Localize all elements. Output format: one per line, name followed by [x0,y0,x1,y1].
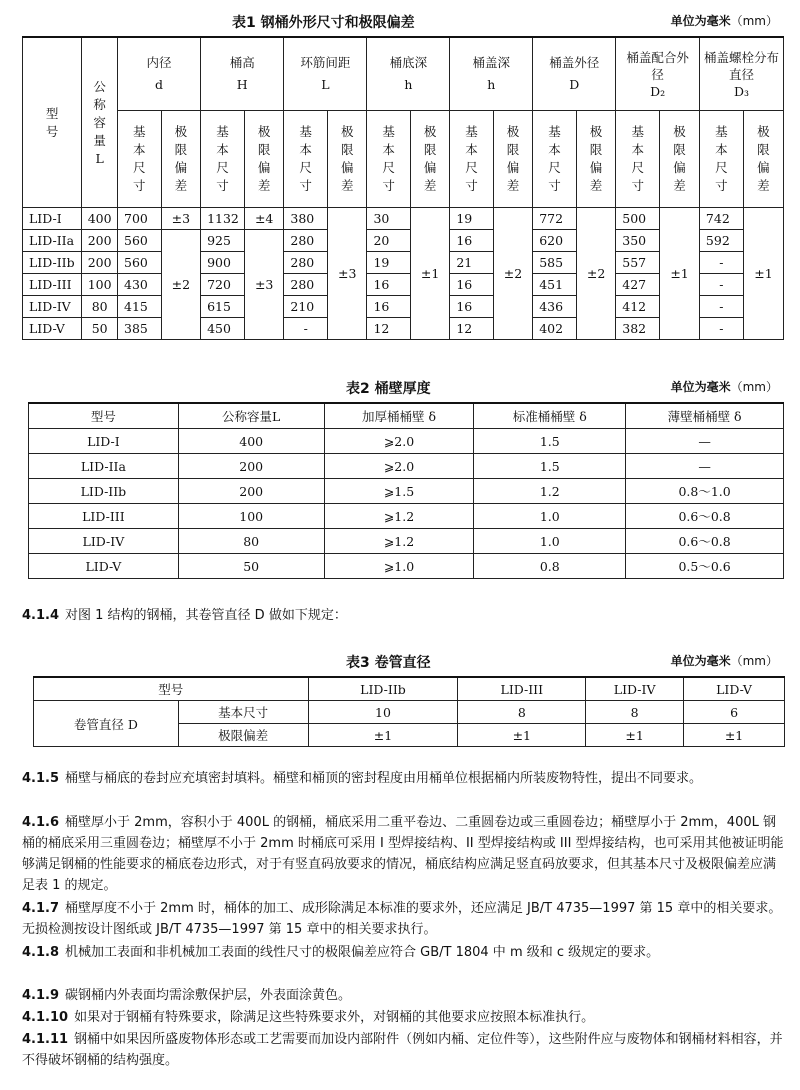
clause-text: 对图 1 结构的钢桶，其卷管直径 D 做如下规定： [65,608,347,623]
table-row [29,454,784,479]
t1-D: 772 [533,208,577,230]
t1-tol-hb-all: ±1 [410,208,449,340]
t3-model: LID-IV [586,677,684,701]
t2-cell: LID-IIb [29,479,179,504]
t2-cell: — [626,454,784,479]
t1-cap: 200 [82,252,118,274]
t1-h-lid-fit: 桶盖配合外径 D₂ [616,37,700,111]
t1-tol-hl: 极限偏差 [493,111,532,208]
t2-h: 加厚桶桶壁 δ [324,403,474,429]
t1-basic-L: 基本尺寸 [284,111,328,208]
t1-tol-H: 极限偏差 [244,111,283,208]
t1-D3: - [699,318,743,340]
clause-number: 4.1.10 [22,1010,69,1025]
t1-tol-D3-all: ±1 [743,208,783,340]
t1-h-bottom: 桶底深 h [367,37,450,111]
t1-cap: 50 [82,318,118,340]
t1-tol-L-all: ±3 [328,208,367,340]
t1-model: LID-V [23,318,82,340]
clause-4-1-6 [22,812,784,896]
table3-header [34,677,785,701]
t2-cell: 1.5 [474,429,626,454]
t3-cell: ±1 [308,724,458,747]
t1-tol-d-rest: ±2 [161,230,200,340]
t1-hl: 16 [450,230,493,252]
t1-tol-hb: 极限偏差 [410,111,449,208]
t2-cell: 100 [178,504,324,529]
t1-H: 615 [201,296,245,318]
t2-cell: ⩾1.0 [324,554,474,579]
t1-model: LID-IV [23,296,82,318]
t1-D2: 500 [616,208,660,230]
t1-D3: 742 [699,208,743,230]
t1-hb: 12 [367,318,410,340]
clause-number: 4.1.5 [22,771,60,786]
t2-cell: ⩾1.2 [324,529,474,554]
t1-basic-hl: 基本尺寸 [450,111,493,208]
clause-text: 如果对于钢桶有特殊要求，除满足这些特殊要求外，对钢桶的其他要求应按照本标准执行。 [74,1010,595,1025]
t3-cell: 6 [684,701,785,724]
t2-cell: 400 [178,429,324,454]
t1-cap: 80 [82,296,118,318]
t1-d: 700 [118,208,162,230]
clause-number: 4.1.4 [22,608,60,623]
clause-text: 钢桶中如果因所盛废物体形态或工艺需要而加设内部附件（例如内桶、定位件等），这些附件应与废物体和钢桶材料相容，并不得破坏钢桶的结构强度。 [22,1032,783,1068]
table-row [29,554,784,579]
t2-cell: 80 [178,529,324,554]
t2-cell: 200 [178,454,324,479]
t1-d: 430 [118,274,162,296]
t1-D: 585 [533,252,577,274]
t2-cell: 200 [178,479,324,504]
clause-text: 碳钢桶内外表面均需涂敷保护层，外表面涂黄色。 [65,988,352,1003]
t1-basic-D3: 基本尺寸 [699,111,743,208]
t3-cell: ±1 [458,724,586,747]
clause-number: 4.1.7 [22,901,60,916]
table-row [34,701,785,724]
table1 [22,36,784,340]
t3-model: LID-III [458,677,586,701]
t2-h: 公称容量L [178,403,324,429]
t1-h-ring: 环筋间距 L [284,37,367,111]
table-row [23,208,784,230]
t1-h-capacity: 公称容量L [82,37,118,208]
table1-title-row [0,12,800,34]
t1-h-model: 型号 [23,37,82,208]
t1-tol-D2: 极限偏差 [660,111,700,208]
t2-cell: ⩾1.2 [324,504,474,529]
t1-basic-D: 基本尺寸 [533,111,577,208]
t1-cap: 400 [82,208,118,230]
t2-cell: 1.5 [474,454,626,479]
t3-tol-label: 极限偏差 [178,724,308,747]
t1-L: 280 [284,230,328,252]
table2 [28,402,784,579]
t1-D3: - [699,274,743,296]
t3-model: LID-IIb [308,677,458,701]
t1-L: 210 [284,296,328,318]
t1-h-height: 桶高 H [201,37,284,111]
t1-tol-L: 极限偏差 [328,111,367,208]
t2-cell: LID-I [29,429,179,454]
t1-D2: 382 [616,318,660,340]
t3-model-label: 型号 [34,677,309,701]
clause-4-1-4 [22,605,784,626]
t1-basic-d: 基本尺寸 [118,111,162,208]
t1-H: 925 [201,230,245,252]
t1-model: LID-III [23,274,82,296]
t3-basic-label: 基本尺寸 [178,701,308,724]
t1-tol-D-all: ±2 [576,208,615,340]
t1-D: 451 [533,274,577,296]
t1-basic-H: 基本尺寸 [201,111,245,208]
t1-H: 900 [201,252,245,274]
t1-tol-d-first: ±3 [161,208,200,230]
t1-H: 720 [201,274,245,296]
t2-cell: 0.6～0.8 [626,529,784,554]
t1-hb: 16 [367,296,410,318]
t1-d: 560 [118,252,162,274]
t1-D2: 412 [616,296,660,318]
t2-cell: LID-IV [29,529,179,554]
table2-unit: 单位为毫米（mm） [670,380,778,394]
t1-h-inner: 内径 d [118,37,201,111]
clause-number: 4.1.11 [22,1032,69,1047]
clause-4-1-9 [22,985,784,1006]
t1-D2: 427 [616,274,660,296]
t2-cell: 0.8～1.0 [626,479,784,504]
t2-h: 标准桶桶壁 δ [474,403,626,429]
clause-number: 4.1.8 [22,945,60,960]
t2-cell: 0.6～0.8 [626,504,784,529]
table1-unit: 单位为毫米（mm） [670,14,778,28]
t3-cell: 10 [308,701,458,724]
t1-L: - [284,318,328,340]
t1-tol-H-rest: ±3 [244,230,283,340]
table2-title: 表2 桶壁厚度 [346,381,431,397]
t1-model: LID-I [23,208,82,230]
table2-title-row [0,378,800,400]
table2-header [29,403,784,429]
t2-cell: 50 [178,554,324,579]
t2-cell: ⩾1.5 [324,479,474,504]
t1-hb: 16 [367,274,410,296]
t1-cap: 200 [82,230,118,252]
t3-cell: ±1 [684,724,785,747]
table3-unit: 单位为毫米（mm） [670,654,778,668]
t2-cell: — [626,429,784,454]
t1-d: 560 [118,230,162,252]
t1-D: 620 [533,230,577,252]
clause-4-1-8 [22,942,784,963]
t1-basic-D2: 基本尺寸 [616,111,660,208]
t1-D2: 350 [616,230,660,252]
t2-cell: ⩾2.0 [324,454,474,479]
t2-cell: ⩾2.0 [324,429,474,454]
t1-H: 450 [201,318,245,340]
table-row [29,529,784,554]
t1-h-lid: 桶盖深 h [450,37,533,111]
t1-hl: 16 [450,274,493,296]
t1-tol-D3: 极限偏差 [743,111,783,208]
t2-h: 型号 [29,403,179,429]
t1-h-lid-outer: 桶盖外径 D [533,37,616,111]
clause-text: 桶壁厚度不小于 2mm 时，桶体的加工、成形除满足本标准的要求外，还应满足 JB/T 4735—1997 第 15 章中的相关要求。无损检测按设计图纸或 JB/T 4735—1997 第 15 章中的相关要求执行。 [22,901,782,937]
t1-d: 415 [118,296,162,318]
t1-hb: 19 [367,252,410,274]
t1-model: LID-IIb [23,252,82,274]
t1-hb: 30 [367,208,410,230]
clause-4-1-11 [22,1029,784,1071]
t2-cell: LID-V [29,554,179,579]
clause-text: 桶壁厚小于 2mm，容积小于 400L 的钢桶，桶底采用二重平卷边、二重圆卷边或三重圆卷边；桶壁厚小于 2mm，400L 钢桶的桶底采用三重圆卷边；桶壁厚不小于 2mm 时桶底可采用 I 型焊接结构、II 型焊接结构或 III 型焊接结构，也可采用其他被证明能够满足钢桶的性能要求的桶底卷边形式，对于有竖直码放要求的情况，桶底结构应满足竖直码放要求，但其基本尺寸及极限偏差应满足表 1 的规定。 [22,815,784,893]
t2-cell: 1.2 [474,479,626,504]
t2-cell: 1.0 [474,504,626,529]
t1-cap: 100 [82,274,118,296]
t1-D3: - [699,296,743,318]
t1-D3: - [699,252,743,274]
t1-D3: 592 [699,230,743,252]
t1-hb: 20 [367,230,410,252]
table-row [29,479,784,504]
t3-row-label: 卷管直径 D [34,701,179,747]
table3-title: 表3 卷管直径 [346,655,431,671]
clause-text: 桶壁与桶底的卷封应充填密封填料。桶壁和桶顶的密封程度由用桶单位根据桶内所装废物特性，提出不同要求。 [65,771,703,786]
t1-hl: 21 [450,252,493,274]
t2-cell: LID-IIa [29,454,179,479]
clause-number: 4.1.9 [22,988,60,1003]
t1-L: 280 [284,274,328,296]
t1-model: LID-IIa [23,230,82,252]
t1-h-bolt: 桶盖螺栓分布直径 D₃ [699,37,783,111]
table3 [33,676,785,747]
t3-cell: 8 [586,701,684,724]
t3-cell: 8 [458,701,586,724]
t1-L: 280 [284,252,328,274]
clause-4-1-5 [22,768,784,789]
table3-title-row [0,652,800,674]
t1-tol-D: 极限偏差 [576,111,615,208]
t2-cell: 0.5～0.6 [626,554,784,579]
table1-title: 表1 钢桶外形尺寸和极限偏差 [232,15,415,31]
t1-tol-d: 极限偏差 [161,111,200,208]
t1-d: 385 [118,318,162,340]
t1-D: 402 [533,318,577,340]
table-row [29,429,784,454]
clause-text: 机械加工表面和非机械加工表面的线性尺寸的极限偏差应符合 GB/T 1804 中 m 级和 c 级规定的要求。 [65,945,660,960]
t1-L: 380 [284,208,328,230]
t3-model: LID-V [684,677,785,701]
clause-number: 4.1.6 [22,815,60,830]
t2-cell: 1.0 [474,529,626,554]
t1-tol-H-first: ±4 [244,208,283,230]
t1-hl: 12 [450,318,493,340]
t1-H: 1132 [201,208,245,230]
t3-cell: ±1 [586,724,684,747]
t1-tol-D2-all: ±1 [660,208,700,340]
t1-D: 436 [533,296,577,318]
t1-D2: 557 [616,252,660,274]
table-row [29,504,784,529]
clause-4-1-10 [22,1007,784,1028]
t1-hl: 19 [450,208,493,230]
t2-cell: 0.8 [474,554,626,579]
t1-tol-hl-all: ±2 [493,208,532,340]
clause-4-1-7 [22,898,784,940]
t2-h: 薄壁桶桶壁 δ [626,403,784,429]
t2-cell: LID-III [29,504,179,529]
t1-basic-hb: 基本尺寸 [367,111,410,208]
t1-hl: 16 [450,296,493,318]
